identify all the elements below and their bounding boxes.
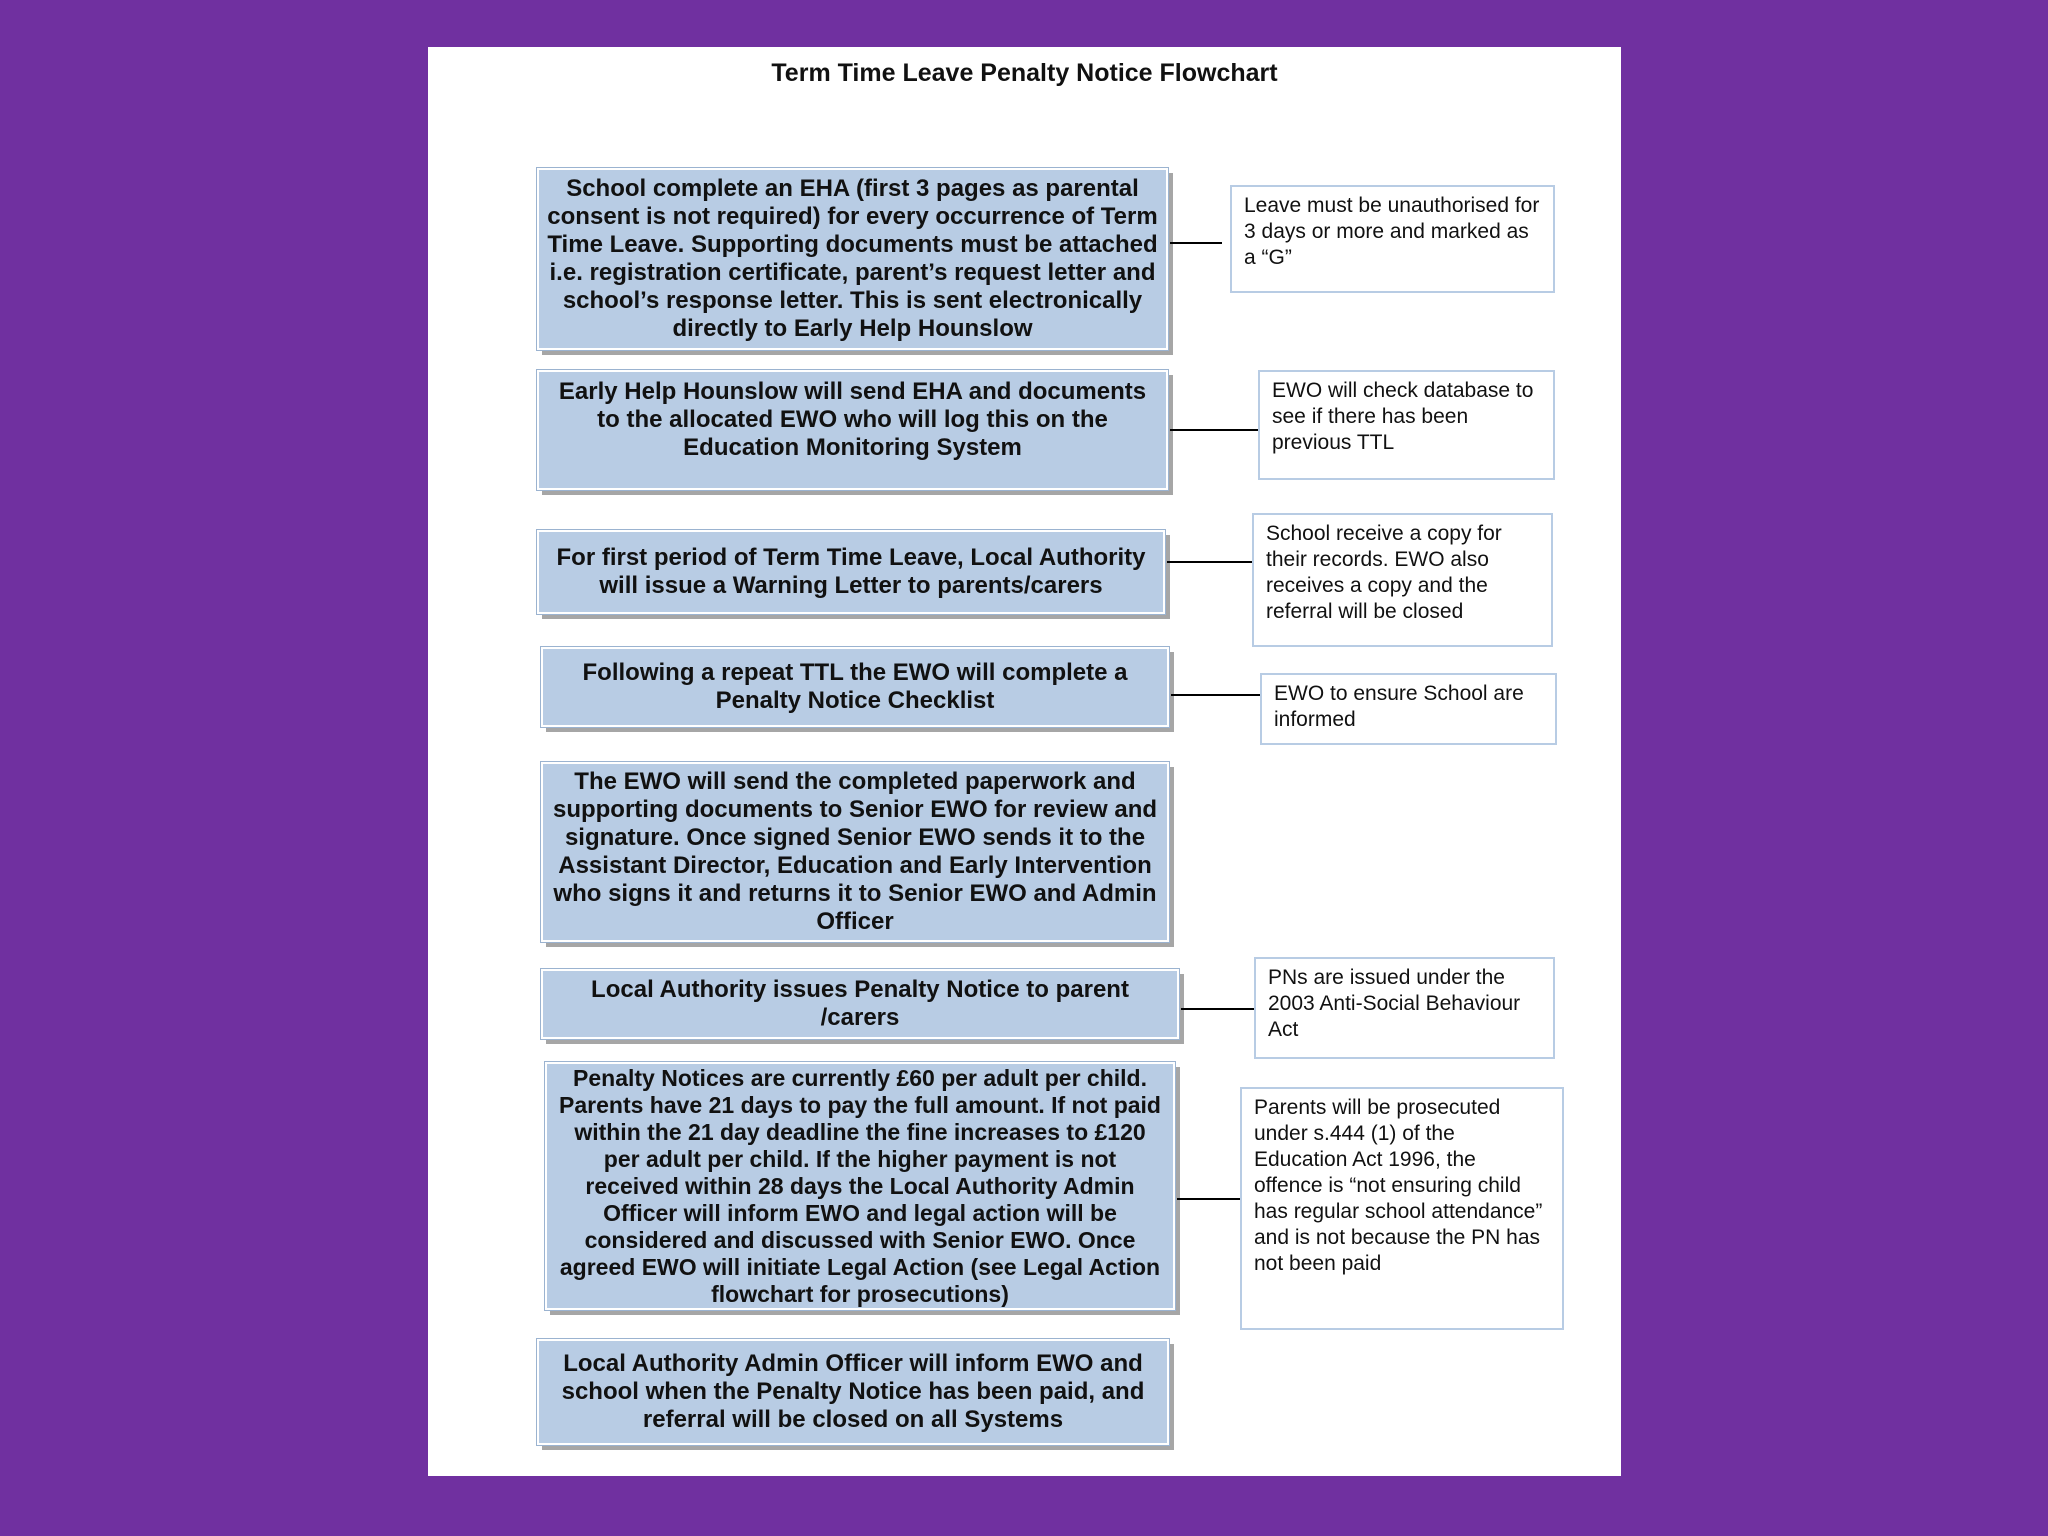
- step-box-paid: Local Authority Admin Officer will inform EWO and school when the Penalty Notice has been paid, and referral will be closed on all Systems: [537, 1339, 1169, 1445]
- step-box-early-help: Early Help Hounslow will send EHA and documents to the allocated EWO who will log this on the Education Monitoring System: [537, 370, 1168, 490]
- note-ensure-informed: EWO to ensure School are informed: [1260, 673, 1557, 745]
- connector-line: [1181, 1008, 1260, 1010]
- connector-line: [1177, 1198, 1244, 1200]
- connector-line: [1170, 242, 1222, 244]
- note-check-database: EWO will check database to see if there has been previous TTL: [1258, 370, 1555, 480]
- note-prosecution: Parents will be prosecuted under s.444 (1) of the Education Act 1996, the offence is “not ensuring child has regular school attendance” and is not because the PN has not been paid: [1240, 1087, 1564, 1330]
- step-box-senior-ewo: The EWO will send the completed paperwork and supporting documents to Senior EWO for review and signature. Once signed Senior EWO sends it to the Assistant Director, Education and Early Intervention who signs it and returns it to Senior EWO and Admin Officer: [541, 762, 1169, 942]
- step-box-eha: School complete an EHA (first 3 pages as parental consent is not required) for every occurrence of Term Time Leave. Supporting documents must be attached i.e. registration certificate, parent’s request letter and school’s response letter. This is sent electronically directly to Early Help Hounslow: [537, 168, 1168, 350]
- page-title: Term Time Leave Penalty Notice Flowchart: [771, 59, 1278, 87]
- note-pn-act: PNs are issued under the 2003 Anti-Social Behaviour Act: [1254, 957, 1555, 1059]
- step-box-checklist: Following a repeat TTL the EWO will complete a Penalty Notice Checklist: [541, 647, 1169, 727]
- step-box-fines: Penalty Notices are currently £60 per adult per child. Parents have 21 days to pay the full amount. If not paid within the 21 day deadline the fine increases to £120 per adult per child. If the higher payment is not received within 28 days the Local Authority Admin Officer will inform EWO and legal action will be considered and discussed with Senior EWO. Once agreed EWO will initiate Legal Action (see Legal Action flowchart for prosecutions): [545, 1062, 1175, 1310]
- step-box-warning-letter: For first period of Term Time Leave, Local Authority will issue a Warning Letter to parents/carers: [537, 530, 1165, 614]
- flowchart-page: [428, 47, 1621, 1476]
- connector-line: [1170, 429, 1260, 431]
- connector-line: [1171, 694, 1262, 696]
- note-unauthorised-leave: Leave must be unauthorised for 3 days or more and marked as a “G”: [1230, 185, 1555, 293]
- connector-line: [1167, 561, 1254, 563]
- step-box-penalty-notice: Local Authority issues Penalty Notice to parent /carers: [541, 969, 1179, 1039]
- note-school-copy: School receive a copy for their records. EWO also receives a copy and the referral will be closed: [1252, 513, 1553, 647]
